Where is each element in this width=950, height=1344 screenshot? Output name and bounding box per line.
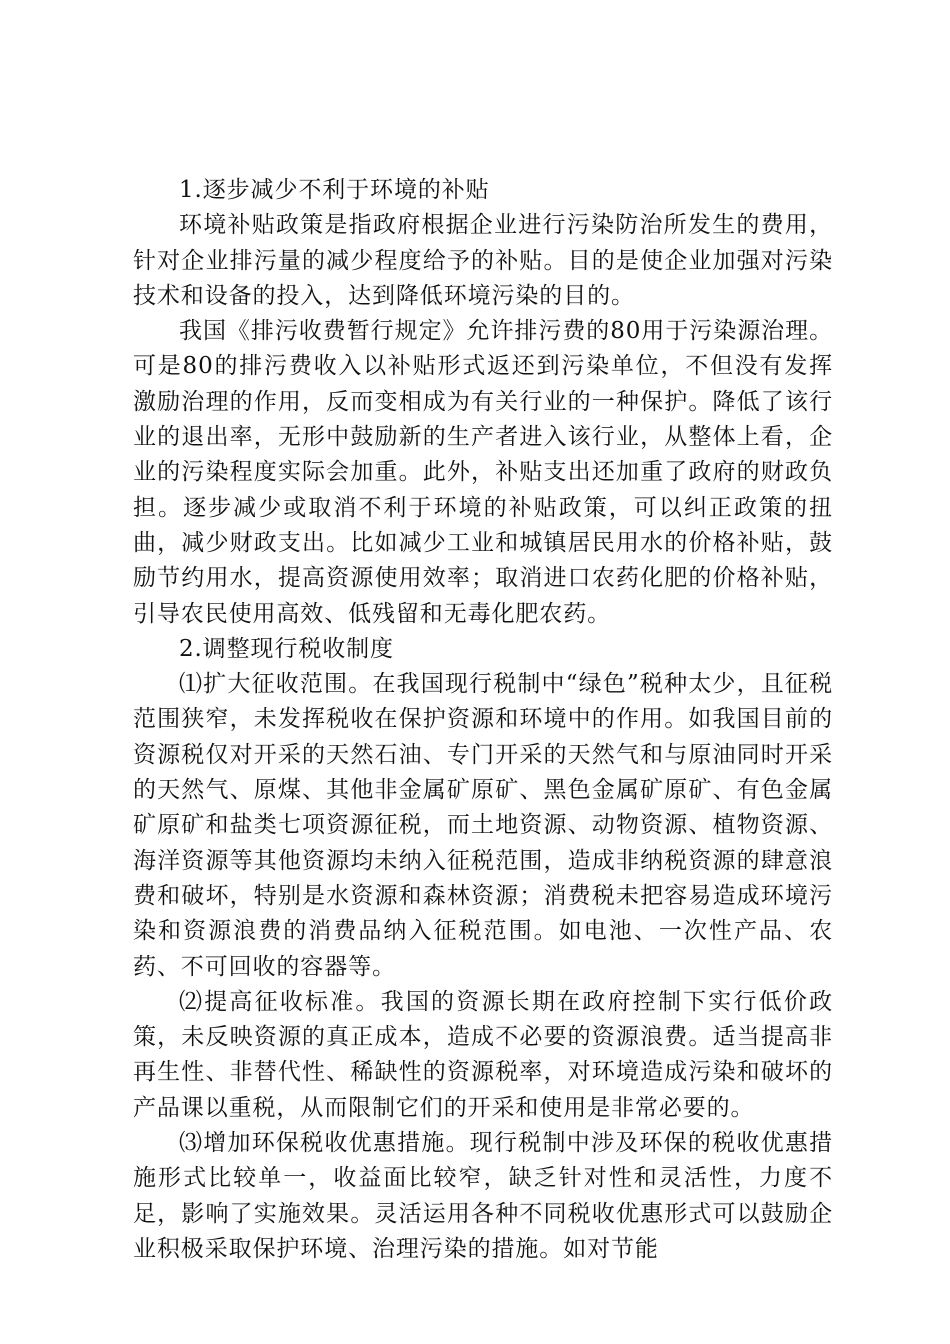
paragraph-tax-incentives: ⑶增加环保税收优惠措施。现行税制中涉及环保的税收优惠措施形式比较单一，收益面比较窄，缺乏针对性和灵活性，力度不足，影响了实施效果。灵活运用各种不同税收优惠形式可以鼓励企业积极采取保护环境、治理污染的措施。如对节能 <box>133 1130 833 1262</box>
section-heading-tax-system: 2.调整现行税收制度 <box>179 635 394 662</box>
paragraph-raise-standard: ⑵提高征收标准。我国的资源长期在政府控制下实行低价政策，未反映资源的真正成本，造成不必要的资源浪费。适当提高非再生性、非替代性、稀缺性的资源税率，对环境造成污染和破坏的产品课以重税，从而限制它们的开采和使用是非常必要的。 <box>133 988 833 1121</box>
document-body <box>133 173 833 1267</box>
paragraph-expand-scope: ⑴扩大征收范围。在我国现行税制中“绿色”税种太少，且征税范围狭窄，未发挥税收在保护资源和环境中的作用。如我国目前的资源税仅对开采的天然石油、专门开采的天然气和与原油同时开采的天然气、原煤、其他非金属矿原矿、黑色金属矿原矿、有色金属矿原矿和盐类七项资源征税，而土地资源、动物资源、植物资源、海洋资源等其他资源均未纳入征税范围，造成非纳税资源的肆意浪费和破坏，特别是水资源和森林资源；消费税未把容易造成环境污染和资源浪费的消费品纳入征税范围。如电池、一次性产品、农药、不可回收的容器等。 <box>133 671 833 980</box>
paragraph-pollution-fee: 我国《排污收费暂行规定》允许排污费的80用于污染源治理。可是80的排污费收入以补贴形式返还到污染单位，不但没有发挥激励治理的作用，反而变相成为有关行业的一种保护。降低了该行业的退出率，无形中鼓励新的生产者进入该行业，从整体上看，企业的污染程度实际会加重。此外，补贴支出还加重了政府的财政负担。逐步减少或取消不利于环境的补贴政策，可以纠正政策的扭曲，减少财政支出。比如减少工业和城镇居民用水的价格补贴，鼓励节约用水，提高资源使用效率；取消进口农药化肥的价格补贴，引导农民使用高效、低残留和无毒化肥农药。 <box>133 318 833 627</box>
paragraph-subsidy-definition: 环境补贴政策是指政府根据企业进行污染防治所发生的费用，针对企业排污量的减少程度给予的补贴。目的是使企业加强对污染技术和设备的投入，达到降低环境污染的目的。 <box>133 212 833 309</box>
section-heading-subsidies: 1.逐步减少不利于环境的补贴 <box>179 177 490 203</box>
